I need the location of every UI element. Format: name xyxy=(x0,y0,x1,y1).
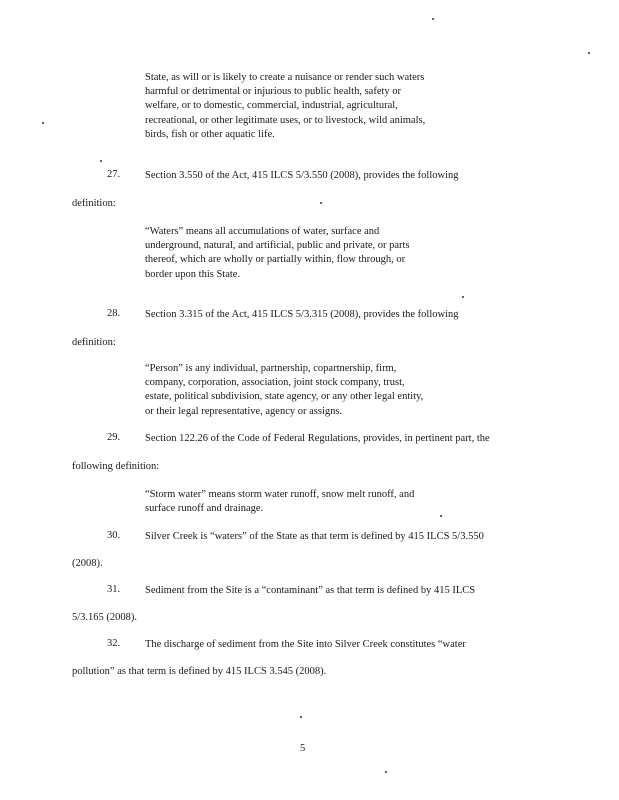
quote-line: birds, fish or other aquatic life. xyxy=(145,128,275,140)
paragraph-31-line2: 5/3.165 (2008). xyxy=(72,612,138,623)
page-number: 5 xyxy=(300,743,306,754)
quote-line: or their legal representative, agency or assigns. xyxy=(145,405,343,417)
paragraph-30-line2: (2008). xyxy=(72,558,103,569)
quote-line: welfare, or to domestic, commercial, industrial, agricultural, xyxy=(145,100,398,112)
quote-line: harmful or detrimental or injurious to public health, safety or xyxy=(145,86,402,98)
scan-speck xyxy=(320,202,322,204)
quote-line: surface runoff and drainage. xyxy=(145,503,264,515)
scan-speck xyxy=(432,18,434,20)
quote-line: “Person” is any individual, partnership, copartnership, firm, xyxy=(145,363,397,374)
block-quote-continued xyxy=(145,71,475,142)
paragraph-28-line2: definition: xyxy=(72,337,116,348)
scan-speck xyxy=(588,52,590,54)
paragraph-29-line1: Section 122.26 of the Code of Federal Regulations, provides, in pertinent part, the xyxy=(145,433,490,444)
scan-speck xyxy=(100,160,102,162)
quote-line: border upon this State. xyxy=(145,268,241,280)
definition-waters-quote xyxy=(145,225,475,282)
scan-speck xyxy=(385,771,387,773)
scan-speck xyxy=(300,716,302,718)
scan-speck xyxy=(42,122,44,124)
paragraph-27-line1: Section 3.550 of the Act, 415 ILCS 5/3.550 (2008), provides the following xyxy=(145,170,459,181)
paragraph-27-line2: definition: xyxy=(72,198,116,209)
paragraph-number-27: 27. xyxy=(107,169,121,180)
scan-speck xyxy=(462,296,464,298)
quote-line: underground, natural, and artificial, public and private, or parts xyxy=(145,240,410,252)
paragraph-31-line1: Sediment from the Site is a “contaminant” as that term is defined by 415 ILCS xyxy=(145,585,476,596)
quote-line: “Waters” means all accumulations of water, surface and xyxy=(145,226,380,237)
paragraph-number-28: 28. xyxy=(107,308,121,319)
paragraph-32-line2: pollution” as that term is defined by 415 ILCS 3.545 (2008). xyxy=(72,666,327,677)
quote-line: company, corporation, association, joint stock company, trust, xyxy=(145,377,405,389)
paragraph-29-line2: following definition: xyxy=(72,461,160,472)
paragraph-32-line1: The discharge of sediment from the Site into Silver Creek constitutes “water xyxy=(145,639,466,650)
definition-person-quote xyxy=(145,362,475,419)
definition-storm-water-quote xyxy=(145,488,475,516)
paragraph-number-32: 32. xyxy=(107,638,121,649)
paragraph-28-line1: Section 3.315 of the Act, 415 ILCS 5/3.315 (2008), provides the following xyxy=(145,309,459,320)
quote-line: recreational, or other legitimate uses, or to livestock, wild animals, xyxy=(145,114,426,126)
paragraph-number-30: 30. xyxy=(107,530,121,541)
quote-line: estate, political subdivision, state agency, or any other legal entity, xyxy=(145,391,424,403)
quote-line: State, as will or is likely to create a nuisance or render such waters xyxy=(145,72,425,83)
paragraph-30-line1: Silver Creek is “waters” of the State as that term is defined by 415 ILCS 5/3.550 xyxy=(145,531,484,542)
quote-line: “Storm water” means storm water runoff, snow melt runoff, and xyxy=(145,489,415,500)
paragraph-number-31: 31. xyxy=(107,584,121,595)
paragraph-number-29: 29. xyxy=(107,432,121,443)
quote-line: thereof, which are wholly or partially within, flow through, or xyxy=(145,254,406,266)
